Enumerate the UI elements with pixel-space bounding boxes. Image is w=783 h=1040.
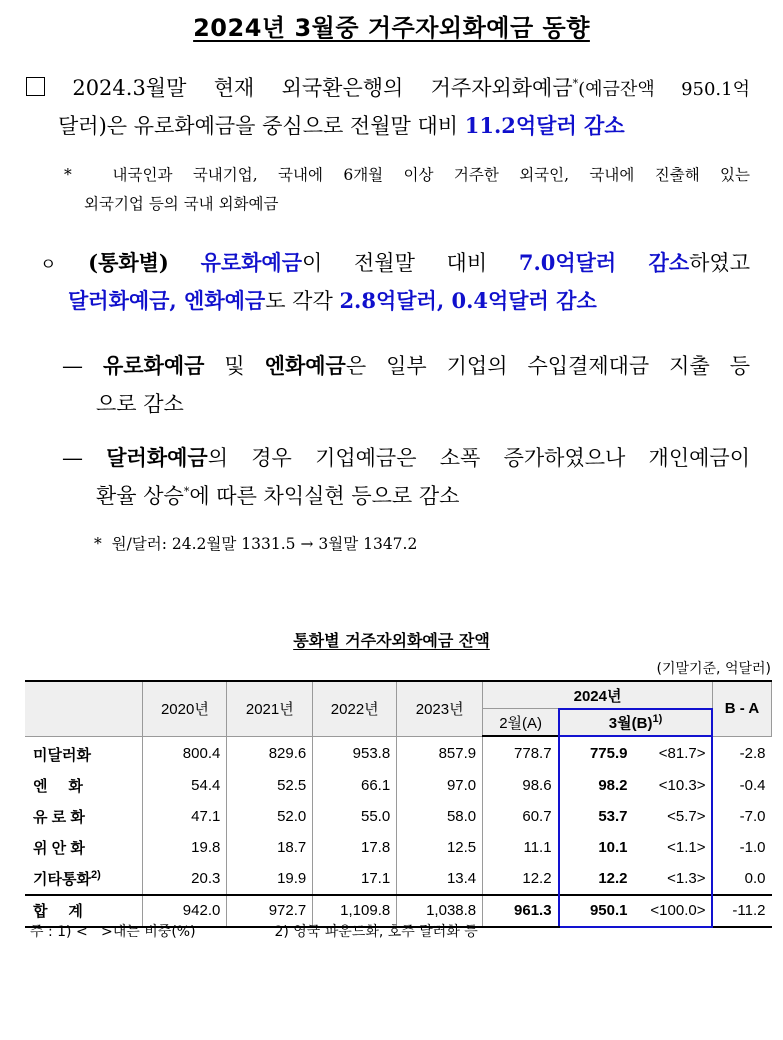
currency-line-1 xyxy=(40,245,750,283)
currency-text-2: 하였고 xyxy=(689,251,750,275)
table-note-2: 2) 영국 파운드화, 호주 달러화 등 xyxy=(274,924,478,940)
summary-text-1: 2024.3월말 현재 외국환은행의 거주자외화예금 xyxy=(72,76,573,100)
cell-y2021: 829.6 xyxy=(227,736,313,770)
header-mar-text: 3월(B) xyxy=(608,714,653,732)
checkbox-square-icon xyxy=(26,77,45,96)
currency-name-text: 미달러화 xyxy=(33,746,91,764)
cell-y2022: 1,109.8 xyxy=(313,895,397,927)
dash2-rate-rise: 환율 상승 xyxy=(96,484,184,508)
cell-y2021: 972.7 xyxy=(227,895,313,927)
header-2021: 2021년 xyxy=(227,681,313,736)
footnote-star: * xyxy=(64,166,72,184)
cell-share: <100.0> xyxy=(634,895,713,927)
euro-decrease: 7.0억달러 감소 xyxy=(518,250,690,275)
header-mar-sup: 1) xyxy=(652,712,663,725)
dash2-text: 의 경우 기업예금은 소폭 증가하였으나 개인예금이 xyxy=(207,446,750,470)
currency-name xyxy=(25,736,143,770)
currency-name xyxy=(25,801,143,832)
dash1-text: 은 일부 기업의 수입결제대금 지출 등 xyxy=(345,354,750,378)
rate-note-text: 원/달러: 24.2월말 1331.5 → 3월말 1347.2 xyxy=(111,535,418,553)
table-notes xyxy=(30,921,478,941)
header-diff: B - A xyxy=(712,681,771,736)
cell-share: <1.3> xyxy=(634,863,713,895)
summary-text-2: 달러)은 유로화예금을 중심으로 전월말 대비 xyxy=(58,114,459,138)
summary-decrease-highlight: 11.2억달러 감소 xyxy=(464,113,625,138)
cell-y2022: 953.8 xyxy=(313,736,397,770)
footnote-marker: * xyxy=(572,77,579,90)
currency-name xyxy=(25,770,143,801)
cell-y2022: 55.0 xyxy=(313,801,397,832)
table-unit: (기말기준, 억달러) xyxy=(656,661,771,677)
dollar-yen-label: 달러화예금, 엔화예금 xyxy=(68,288,266,313)
euro-deposit-label: 유로화예금 xyxy=(200,250,303,275)
currency-name-text: 엔 화 xyxy=(33,777,83,795)
cell-y2020: 800.4 xyxy=(143,736,227,770)
summary-line-1 xyxy=(26,70,750,108)
cell-mar: 12.2 xyxy=(559,863,634,895)
currency-lead: (통화별) xyxy=(88,250,169,275)
currency-name xyxy=(25,863,143,895)
dash-item-2 xyxy=(62,440,750,476)
cell-feb: 11.1 xyxy=(483,832,559,863)
cell-diff: -2.8 xyxy=(712,736,771,770)
cell-y2020: 942.0 xyxy=(143,895,227,927)
header-feb: 2월(A) xyxy=(483,709,559,737)
dash1-text-line2: 으로 감소 xyxy=(96,392,184,416)
dash-item-1 xyxy=(62,348,750,384)
bullet-circle-icon: ㅇ xyxy=(40,255,57,275)
table-body xyxy=(25,736,772,927)
cell-feb: 778.7 xyxy=(483,736,559,770)
footnote-text-1: 내국인과 국내기업, 국내에 6개월 이상 거주한 외국인, 국내에 진출해 있는 xyxy=(112,166,751,184)
cell-share: <5.7> xyxy=(634,801,713,832)
deposit-balance-table xyxy=(25,680,772,928)
dash-marker: — xyxy=(62,354,83,378)
dash1-yen: 엔화예금 xyxy=(264,353,346,378)
cell-y2023: 12.5 xyxy=(397,832,483,863)
cell-diff: -0.4 xyxy=(712,770,771,801)
summary-balance-note: (예금잔액 950.1억 xyxy=(578,79,750,100)
currency-line-2 xyxy=(68,283,758,319)
dash1-and: 및 xyxy=(224,354,245,378)
currency-name-text: 기타통화 xyxy=(33,870,91,888)
cell-y2021: 19.9 xyxy=(227,863,313,895)
cell-feb: 961.3 xyxy=(483,895,559,927)
cell-share: <1.1> xyxy=(634,832,713,863)
cell-y2023: 857.9 xyxy=(397,736,483,770)
cell-diff: -7.0 xyxy=(712,801,771,832)
currency-name-text: 위 안 화 xyxy=(33,839,85,857)
cell-y2020: 19.8 xyxy=(143,832,227,863)
dash2-text-end: 에 따른 차익실현 등으로 감소 xyxy=(189,484,460,508)
header-2020: 2020년 xyxy=(143,681,227,736)
header-2024: 2024년 xyxy=(483,681,713,709)
currency-name-sup: 2) xyxy=(90,868,101,881)
table-caption xyxy=(0,628,783,651)
currency-name xyxy=(25,832,143,863)
dash2-text-line2 xyxy=(96,478,459,514)
cell-share: <10.3> xyxy=(634,770,713,801)
footnote-line-1 xyxy=(64,161,750,190)
header-blank xyxy=(25,681,143,736)
cell-feb: 60.7 xyxy=(483,801,559,832)
cell-y2020: 47.1 xyxy=(143,801,227,832)
footnote-marker: * xyxy=(183,485,190,498)
cell-y2021: 18.7 xyxy=(227,832,313,863)
header-2023: 2023년 xyxy=(397,681,483,736)
table-row xyxy=(25,863,772,895)
table-row xyxy=(25,736,772,770)
table-row xyxy=(25,770,772,801)
cell-mar: 53.7 xyxy=(559,801,634,832)
dash1-euro: 유로화예금 xyxy=(102,353,205,378)
cell-mar: 950.1 xyxy=(559,895,634,927)
cell-mar: 98.2 xyxy=(559,770,634,801)
cell-diff: 0.0 xyxy=(712,863,771,895)
footnote-text-2: 외국기업 등의 국내 외화예금 xyxy=(84,195,279,213)
dash2-dollar: 달러화예금 xyxy=(106,445,208,470)
rate-footnote xyxy=(94,530,417,559)
cell-diff: -1.0 xyxy=(712,832,771,863)
cell-y2020: 54.4 xyxy=(143,770,227,801)
summary-line-2 xyxy=(58,108,758,144)
cell-y2022: 17.8 xyxy=(313,832,397,863)
cell-y2023: 1,038.8 xyxy=(397,895,483,927)
summary-footnote xyxy=(64,161,750,219)
cell-y2023: 58.0 xyxy=(397,801,483,832)
cell-mar: 10.1 xyxy=(559,832,634,863)
footnote-star: * xyxy=(94,535,102,553)
table-note-1: 주 : 1) < >내는 비중(%) xyxy=(30,924,196,940)
cell-y2022: 66.1 xyxy=(313,770,397,801)
cell-y2022: 17.1 xyxy=(313,863,397,895)
cell-y2023: 13.4 xyxy=(397,863,483,895)
cell-y2020: 20.3 xyxy=(143,863,227,895)
currency-text-3: 도 각각 xyxy=(265,289,333,313)
cell-y2023: 97.0 xyxy=(397,770,483,801)
table-caption-text: 통화별 거주자외화예금 잔액 xyxy=(293,631,490,650)
header-2022: 2022년 xyxy=(313,681,397,736)
currency-name-text: 유 로 화 xyxy=(33,808,85,826)
table-row xyxy=(25,832,772,863)
currency-text-1: 이 전월말 대비 xyxy=(302,251,488,275)
title-text: 2024년 3월중 거주자외화예금 동향 xyxy=(193,14,590,42)
dollar-yen-decrease: 2.8억달러, 0.4억달러 감소 xyxy=(339,288,597,313)
table-row xyxy=(25,801,772,832)
cell-feb: 12.2 xyxy=(483,863,559,895)
cell-diff: -11.2 xyxy=(712,895,771,927)
document-title xyxy=(0,8,783,43)
header-mar xyxy=(559,709,713,737)
cell-y2021: 52.5 xyxy=(227,770,313,801)
cell-y2021: 52.0 xyxy=(227,801,313,832)
cell-mar: 775.9 xyxy=(559,736,634,770)
dash-marker: — xyxy=(62,446,83,470)
currency-name-text: 합 계 xyxy=(33,903,83,920)
cell-feb: 98.6 xyxy=(483,770,559,801)
cell-share: <81.7> xyxy=(634,736,713,770)
